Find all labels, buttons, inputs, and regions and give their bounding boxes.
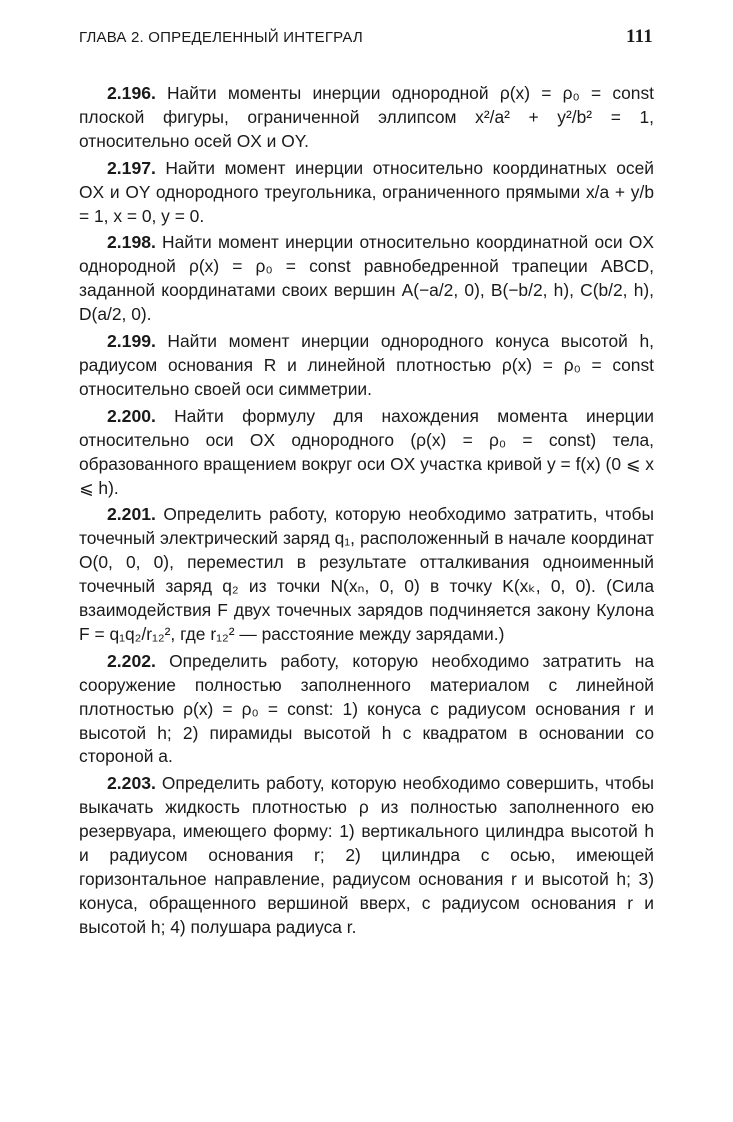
problem-2-197 [79,157,654,229]
problem-2-203 [79,772,654,939]
page-number: 111 [625,26,653,47]
problem-2-198 [79,231,654,327]
chapter-title: ГЛАВА 2. ОПРЕДЕЛЕННЫЙ ИНТЕГРАЛ [79,29,363,46]
problem-2-202 [79,650,654,770]
problem-text: Найти формулу для нахождения момента инерции относительно оси OX однородного (ρ(x) = ρ₀ = const) тела, образованного вращением вокруг оси OX участка кривой y = f(x) (0 ⩽ x ⩽ h). [79,405,654,498]
problem-number: 2.200. [107,405,156,426]
problem-2-199 [79,330,654,402]
problem-number: 2.197. [107,157,156,178]
running-header [79,26,653,50]
problem-2-200 [79,405,654,501]
problem-2-196 [79,82,654,154]
problem-number: 2.203. [107,773,156,794]
problem-text: Определить работу, которую необходимо совершить, чтобы выкачать жидкость плотностью ρ из полностью заполненного ею резервуара, имеющего форму: 1) вертикального цилиндра высотой h и радиусом основания r; 2) цилиндра с осью, имеющей горизонтальное направление, радиусом основания r и высотой h; 3) конуса, обращенного вершиной вверх, с радиусом основания r и высотой h; 4) полушара радиуса r. [79,773,654,937]
problem-text: Найти момент инерции относительно координатных осей OX и OY однородного треугольника, ограниченного прямыми x/a + y/b = 1, x = 0, y = 0. [79,157,654,226]
problem-list [79,82,654,943]
problem-text: Определить работу, которую необходимо затратить на сооружение полностью заполненного материалом с линейной плотностью ρ(x) = ρ₀ = const: 1) конуса с радиусом основания r и высотой h; 2) пирамиды высотой h с квадратом в основании со стороной a. [79,650,655,767]
problem-text: Найти момент инерции относительно координатной оси OX однородной ρ(x) = ρ₀ = const равнобедренной трапеции ABCD, заданной координатами своих вершин A(−a/2, 0), B(−b/2, h), C(b/2, h), D(a/2, 0). [79,232,654,325]
problem-text: Найти моменты инерции однородной ρ(x) = ρ₀ = const плоской фигуры, ограниченной эллипсом x²/a² + y²/b² = 1, относительно осей OX и OY. [79,83,654,151]
problem-text: Определить работу, которую необходимо затратить, чтобы точечный электрический заряд q₁, расположенный в начале координат O(0, 0, 0), переместил в результате отталкивания одноименный точечный заряд q₂ из точки N(xₙ, 0, 0) в точку K(xₖ, 0, 0). (Сила взаимодействия F двух точечных зарядов подчиняется закону Кулона F = q₁q₂/r₁₂², где r₁₂² — расстояние между зарядами.) [79,504,654,644]
problem-number: 2.202. [107,650,156,671]
problem-number: 2.198. [107,232,156,253]
problem-text: Найти момент инерции однородного конуса высотой h, радиусом основания R и линейной плотностью ρ(x) = ρ₀ = const относительно своей оси симметрии. [79,331,654,399]
problem-number: 2.201. [107,504,156,525]
problem-number: 2.196. [107,83,156,103]
problem-number: 2.199. [107,331,156,352]
problem-2-201 [79,503,654,646]
